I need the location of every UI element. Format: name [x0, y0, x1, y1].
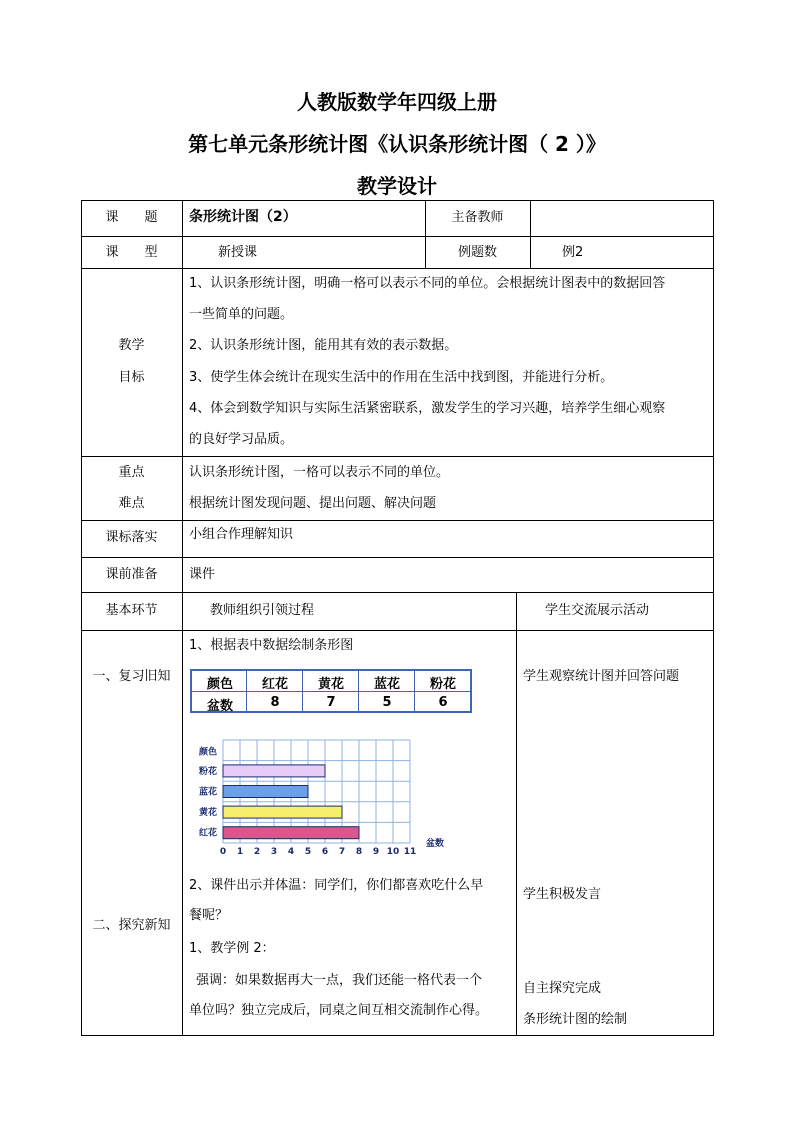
- topic-label: 课 题: [105, 210, 158, 225]
- bar-粉花: [223, 765, 325, 777]
- bar-红花: [223, 827, 359, 839]
- x-tick-label: 4: [287, 847, 295, 857]
- type-value: 新授课: [218, 245, 258, 260]
- goal-line-1: 1、认识条形统计图，明确一格可以表示不同的单位。会根据统计图表中的数据回答: [189, 276, 666, 291]
- goal-line-4: 3、使学生体会统计在现实生活中的作用在生活中找到图，并能进行分析。: [189, 370, 614, 385]
- example-count-label: 例题数: [457, 245, 497, 260]
- explore-student-3: 条形统计图的绘制: [523, 1012, 628, 1027]
- key-point: 认识条形统计图，一格可以表示不同的单位。: [189, 465, 450, 480]
- category-label: 黄花: [199, 808, 218, 819]
- bar-蓝花: [223, 786, 308, 798]
- explore-line-1: 2、课件出示并体温：同学们，你们都喜欢吃什么早: [189, 878, 484, 893]
- doc-title-line3: 教学设计: [357, 174, 437, 198]
- table-header-color: 颜色: [206, 677, 233, 692]
- category-label: 粉花: [199, 766, 218, 777]
- topic-value: 条形统计图（2）: [189, 209, 297, 225]
- standard-value: 小组合作理解知识: [189, 527, 294, 542]
- goals-label-1: 教学: [118, 338, 145, 353]
- goal-line-3: 2、认识条形统计图，能用其有效的表示数据。: [189, 338, 458, 353]
- header-stage: 基本环节: [105, 603, 158, 618]
- header-student: 学生交流展示活动: [545, 603, 650, 618]
- table-header-pink: 粉花: [429, 677, 456, 692]
- goal-line-6: 的良好学习品质。: [189, 432, 294, 447]
- flower-data-table: [190, 669, 472, 713]
- prep-value: 课件: [189, 567, 216, 582]
- review-student-activity: 学生观察统计图并回答问题: [523, 669, 680, 684]
- difficulty-label: 难点: [118, 496, 145, 511]
- table-value-red: 8: [270, 695, 280, 710]
- review-intro: 1、根据表中数据绘制条形图: [189, 638, 354, 653]
- x-tick-label: 9: [372, 847, 380, 857]
- table-header-yellow: 黄花: [317, 677, 344, 692]
- x-tick-label: 6: [321, 847, 329, 857]
- x-tick-label: 3: [270, 847, 278, 857]
- table-value-yellow: 7: [326, 695, 336, 710]
- table-count-label: 盆数: [206, 699, 233, 714]
- table-header-blue: 蓝花: [373, 677, 400, 692]
- x-tick-label: 2: [253, 847, 261, 857]
- x-tick-label: 0: [219, 847, 227, 857]
- doc-title-line2: 第七单元条形统计图《认识条形统计图（ 2 ）》: [188, 132, 606, 156]
- prep-label: 课前准备: [105, 567, 158, 582]
- standard-label: 课标落实: [105, 530, 158, 545]
- chart-ylabel: 颜色: [199, 747, 218, 758]
- explore-student-1: 学生积极发言: [523, 887, 602, 902]
- key-label: 重点: [118, 465, 145, 480]
- review-label: 一、复习旧知: [92, 669, 171, 684]
- x-tick-label: 1: [236, 847, 244, 857]
- type-label: 课 型: [105, 245, 158, 260]
- x-tick-label: 11: [403, 847, 417, 857]
- flower-bar-chart: [195, 733, 455, 863]
- explore-line-2: 餐呢？: [189, 908, 229, 923]
- explore-student-2: 自主探究完成: [523, 981, 602, 996]
- x-tick-label: 8: [355, 847, 363, 857]
- goal-line-2: 一些简单的问题。: [189, 307, 294, 322]
- table-value-blue: 5: [382, 695, 392, 710]
- header-teacher: 教师组织引领过程: [210, 603, 315, 618]
- table-header-red: 红花: [261, 677, 288, 692]
- x-tick-label: 10: [386, 847, 400, 857]
- bar-黄花: [223, 806, 342, 818]
- x-tick-label: 5: [304, 847, 312, 857]
- table-value-pink: 6: [438, 695, 448, 710]
- teacher-label: 主备教师: [451, 210, 504, 225]
- category-label: 红花: [199, 828, 218, 839]
- explore-line-3: 1、教学例 2：: [189, 941, 275, 956]
- x-tick-label: 7: [338, 847, 346, 857]
- category-label: 蓝花: [199, 787, 218, 798]
- chart-xlabel: 盆数: [426, 839, 445, 849]
- doc-title-line1: 人教版数学年四级上册: [297, 90, 497, 114]
- goals-label-2: 目标: [118, 370, 145, 385]
- goal-line-5: 4、体会到数学知识与实际生活紧密联系，激发学生的学习兴趣，培养学生细心观察: [189, 401, 666, 416]
- difficulty-point: 根据统计图发现问题、提出问题、解决问题: [189, 496, 437, 511]
- explore-line-5: 单位吗？独立完成后，同桌之间互相交流制作心得。: [189, 1003, 489, 1018]
- explore-line-4: 强调：如果数据再大一点，我们还能一格代表一个: [196, 973, 483, 988]
- example-count-value: 例2: [562, 245, 584, 260]
- explore-label: 二、探究新知: [92, 918, 171, 933]
